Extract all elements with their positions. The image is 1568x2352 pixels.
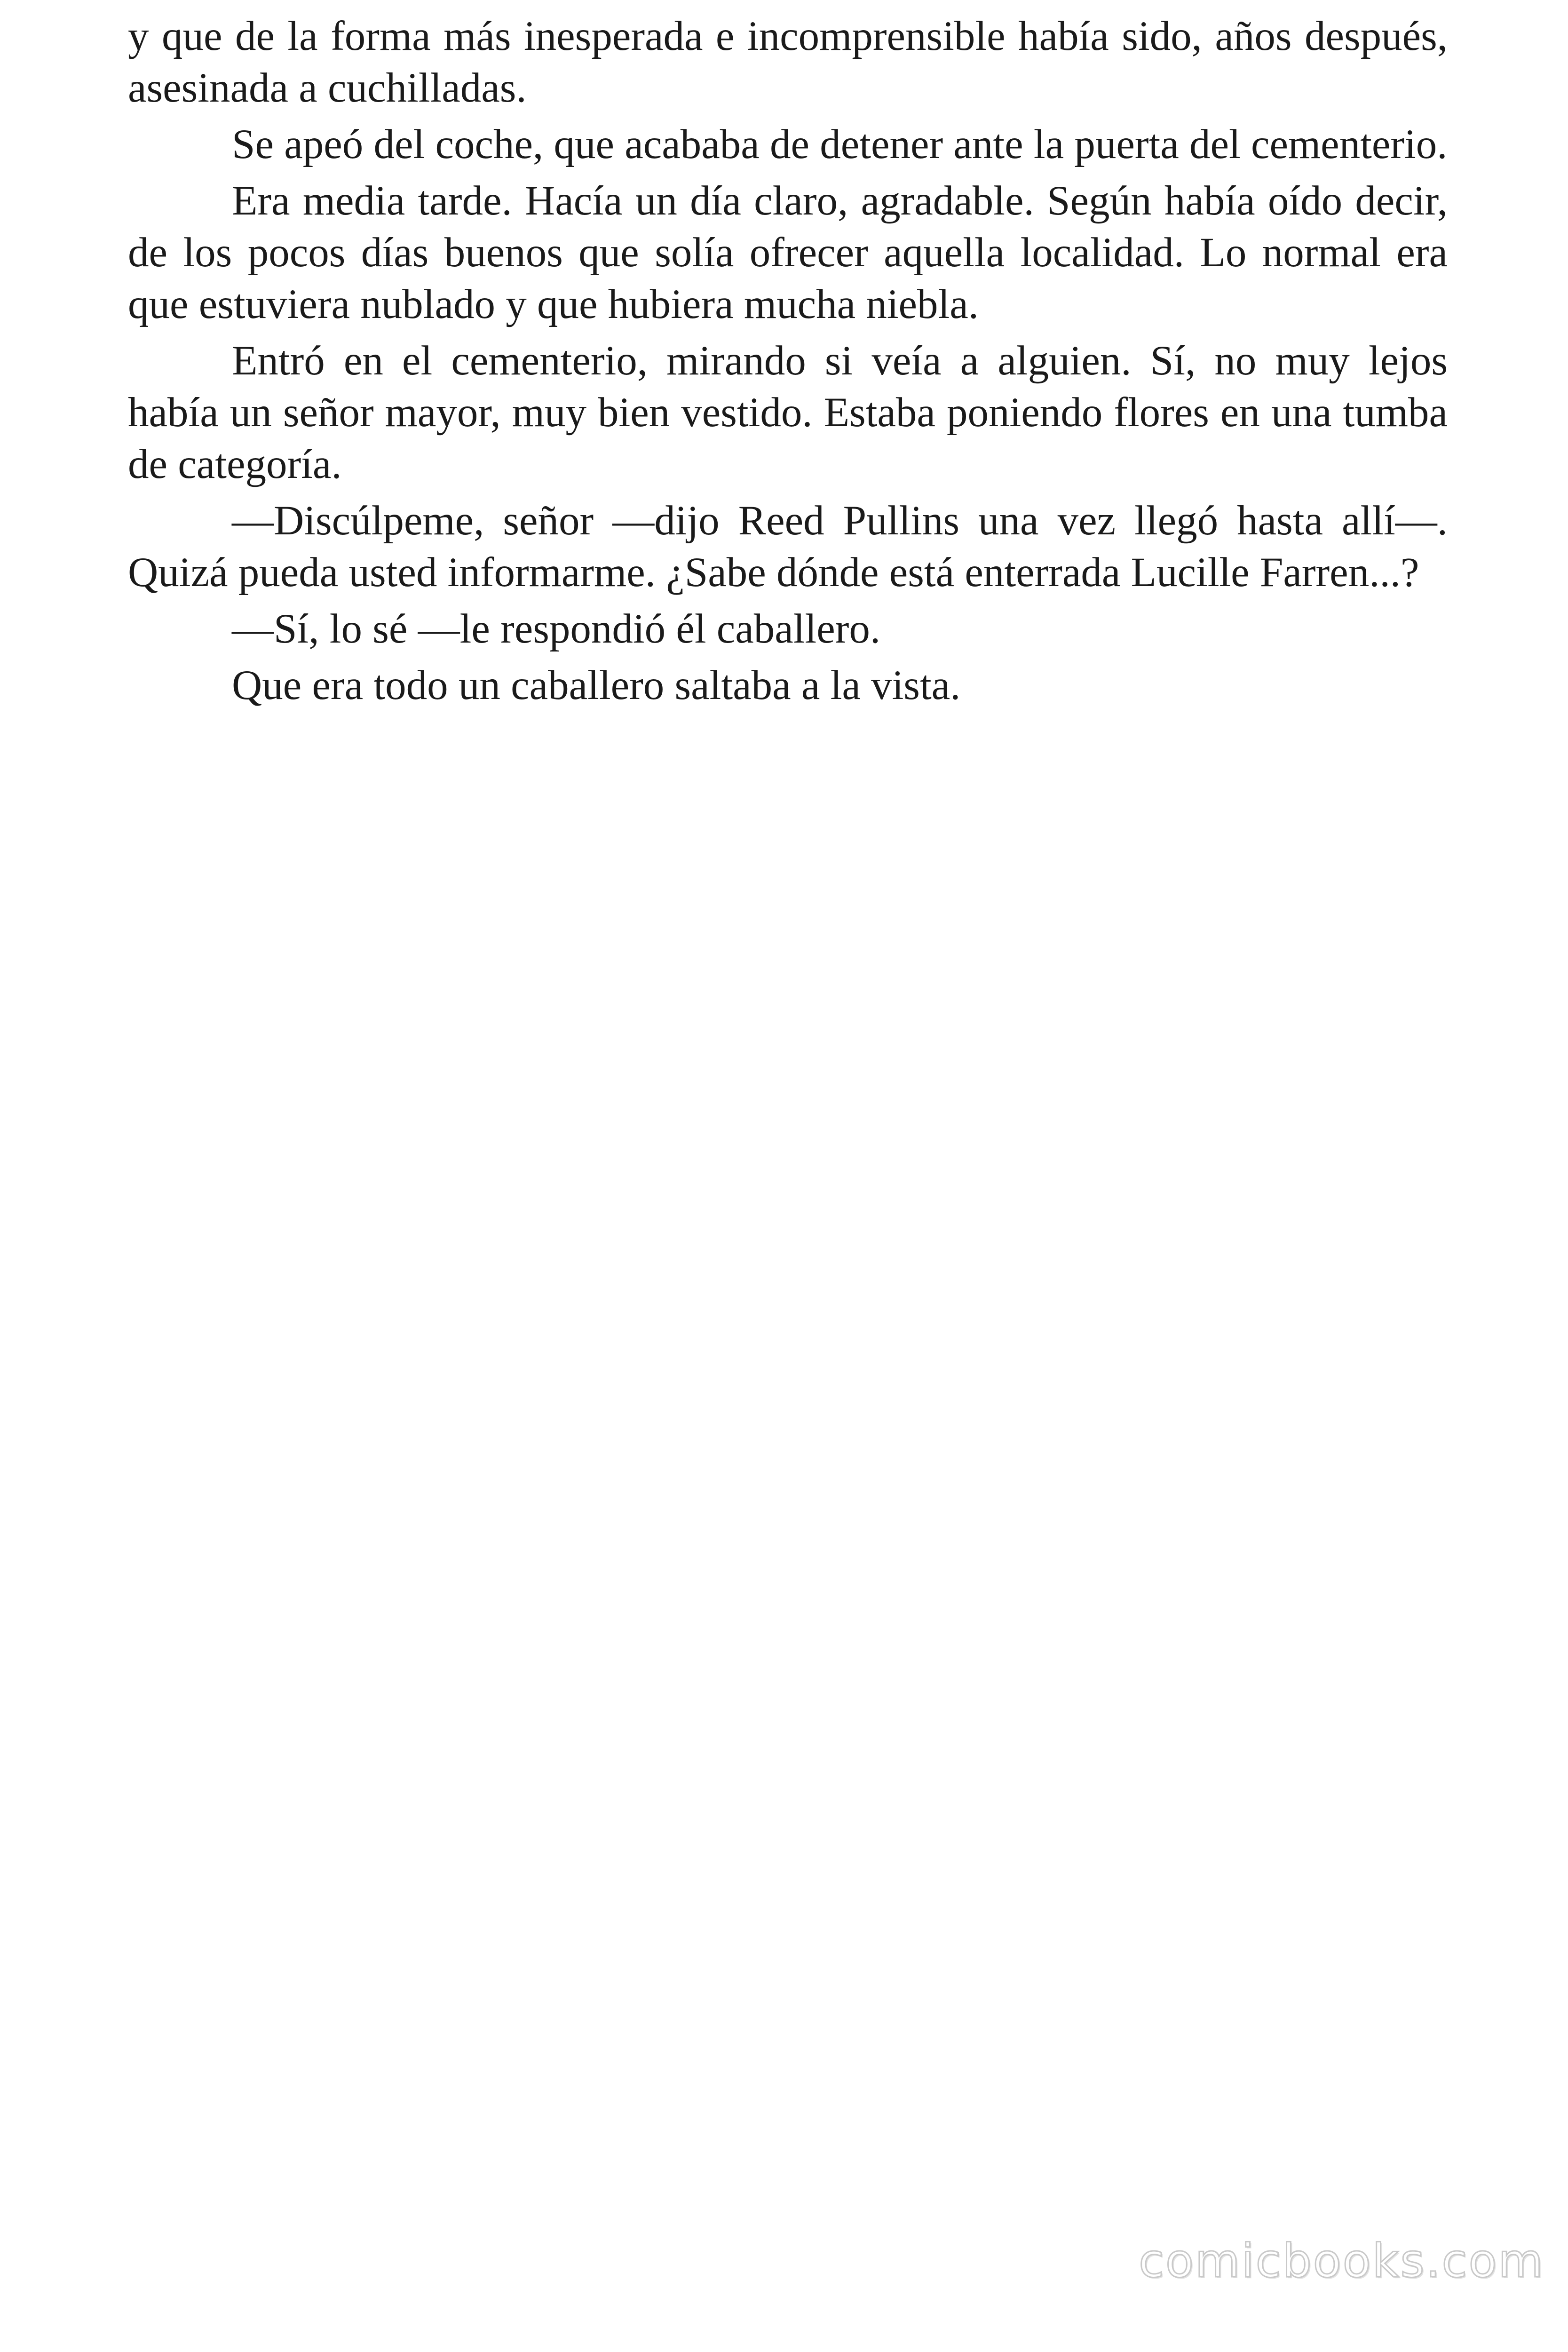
paragraph-continuation: y que de la forma más inesperada e incomprensible había sido, años después, asesinada a cuchilladas. bbox=[128, 13, 1448, 111]
paragraph-weather: Era media tarde. Hacía un día claro, agradable. Según había oído decir, de los pocos días buenos que solía ofrecer aquella localidad. Lo normal era que estuviera nublado y que hubiera mucha niebla. bbox=[128, 178, 1448, 327]
paragraph-arrival: Se apeó del coche, que acababa de detener ante la puerta del cementerio. bbox=[232, 121, 1448, 167]
watermark-logo: comicbooks.com bbox=[1139, 2234, 1544, 2288]
body-text bbox=[128, 10, 1448, 716]
paragraph-cemetery: Entró en el cementerio, mirando si veía a alguien. Sí, no muy lejos había un señor mayor, muy bien vestido. Estaba poniendo flores en una tumba de categoría. bbox=[128, 338, 1448, 487]
paragraph-gentleman: Que era todo un caballero saltaba a la vista. bbox=[232, 662, 961, 708]
paragraph-answer: —Sí, lo sé —le respondió él caballero. bbox=[232, 606, 881, 652]
paragraph-question: —Discúlpeme, señor —dijo Reed Pullins una vez llegó hasta allí—. Quizá pueda usted informarme. ¿Sabe dónde está enterrada Lucille Farren...? bbox=[128, 498, 1448, 596]
